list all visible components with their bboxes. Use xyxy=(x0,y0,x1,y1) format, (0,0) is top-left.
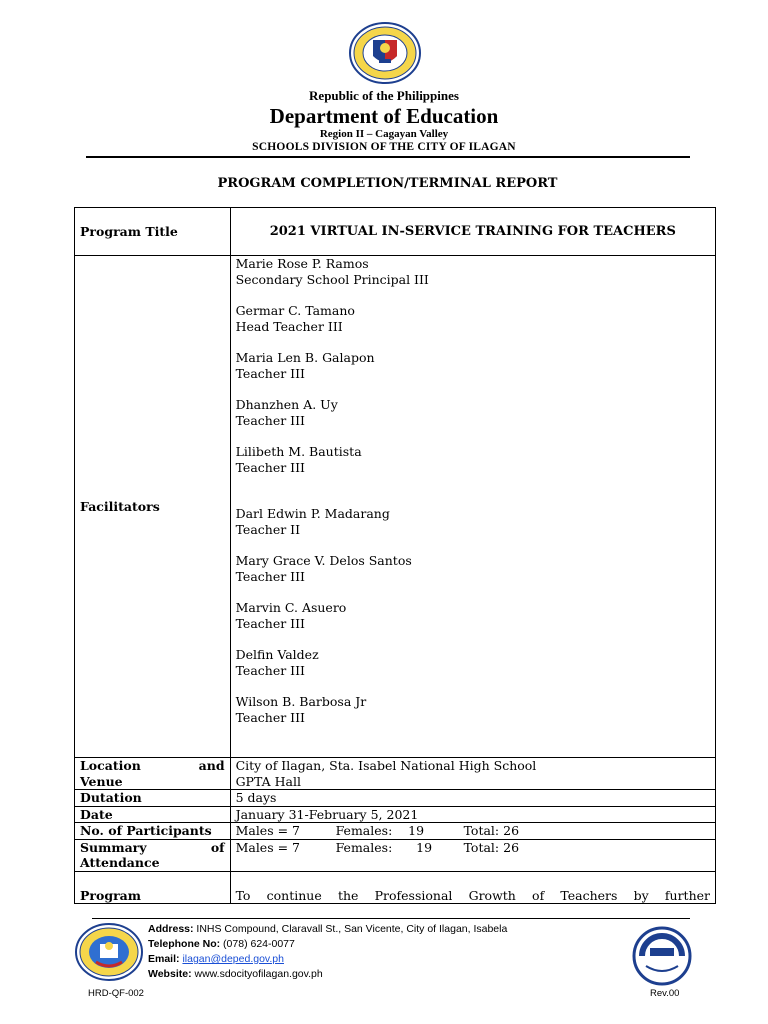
report-title: PROGRAM COMPLETION/TERMINAL REPORT xyxy=(217,176,558,191)
department-name: Department of Education xyxy=(269,104,499,128)
participants-value: Males = 7 Females: 19 Total: 26 xyxy=(230,823,715,840)
facilitator-item: Mary Grace V. Delos Santos Teacher III xyxy=(235,553,412,584)
attendance-value: Males = 7 Females: 19 Total: 26 xyxy=(230,839,715,871)
region-line: Region II – Cagayan Valley xyxy=(319,128,449,140)
attendance-label: Summary of Attendance xyxy=(75,839,231,871)
facilitator-item: Lilibeth M. Bautista Teacher III xyxy=(235,444,362,475)
table-row-location xyxy=(75,758,716,790)
table-row-attendance xyxy=(75,839,716,871)
facilitator-item: Wilson B. Barbosa Jr Teacher III xyxy=(235,694,367,725)
deped-seal-logo xyxy=(348,22,422,84)
participants-label: No. of Participants xyxy=(75,823,231,840)
footer-website: Website: www.sdocityofilagan.gov.ph xyxy=(148,968,323,980)
footer-email: Email: ilagan@deped.gov.ph xyxy=(148,953,284,965)
program-title-value: 2021 VIRTUAL IN-SERVICE TRAINING FOR TEACHERS xyxy=(230,208,715,256)
republic-line: Republic of the Philippines xyxy=(309,88,459,103)
facilitator-item: Germar C. Tamano Head Teacher III xyxy=(235,303,355,334)
program-title-label: Program Title xyxy=(75,208,231,256)
table-row-program-title xyxy=(75,208,716,256)
table-row-duration xyxy=(75,790,716,807)
table-row-facilitators xyxy=(75,256,716,758)
duration-value: 5 days xyxy=(230,790,715,807)
facilitator-item: Marvin C. Asuero Teacher III xyxy=(235,600,347,631)
division-line: SCHOOLS DIVISION OF THE CITY OF ILAGAN xyxy=(252,141,516,153)
facilitators-list xyxy=(230,256,715,758)
header-divider xyxy=(86,156,690,158)
location-value: City of Ilagan, Sta. Isabel National High School GPTA Hall xyxy=(230,758,715,790)
date-label: Date xyxy=(75,806,231,823)
facilitator-item: Marie Rose P. Ramos Secondary School Principal III xyxy=(235,256,429,287)
revision-code: Rev.00 xyxy=(650,988,680,999)
duration-label: Dutation xyxy=(75,790,231,807)
report-table xyxy=(74,207,716,904)
footer-address: Address: INHS Compound, Claravall St., San Vicente, City of Ilagan, Isabela xyxy=(148,923,508,935)
facilitator-item: Dhanzhen A. Uy Teacher III xyxy=(235,397,338,428)
table-row-date xyxy=(75,806,716,823)
facilitators-label: Facilitators xyxy=(80,499,160,514)
date-value: January 31-February 5, 2021 xyxy=(230,806,715,823)
email-link[interactable]: ilagan@deped.gov.ph xyxy=(182,953,284,965)
program-label: Program xyxy=(75,871,231,904)
table-row-program xyxy=(75,871,716,904)
footer-divider xyxy=(92,918,690,919)
tuv-nord-iso-badge xyxy=(632,926,692,986)
division-seal-logo xyxy=(74,922,144,982)
facilitator-item: Darl Edwin P. Madarang Teacher II xyxy=(235,506,390,537)
facilitator-item: Maria Len B. Galapon Teacher III xyxy=(235,350,375,381)
table-row-participants xyxy=(75,823,716,840)
form-code: HRD-QF-002 xyxy=(88,988,144,999)
footer-telephone: Telephone No: (078) 624-0077 xyxy=(148,938,295,950)
facilitator-item: Delfin Valdez Teacher III xyxy=(235,647,319,678)
program-value: To continue the Professional Growth of Teachers by further xyxy=(230,871,715,904)
location-label: Location and Venue xyxy=(75,758,231,790)
